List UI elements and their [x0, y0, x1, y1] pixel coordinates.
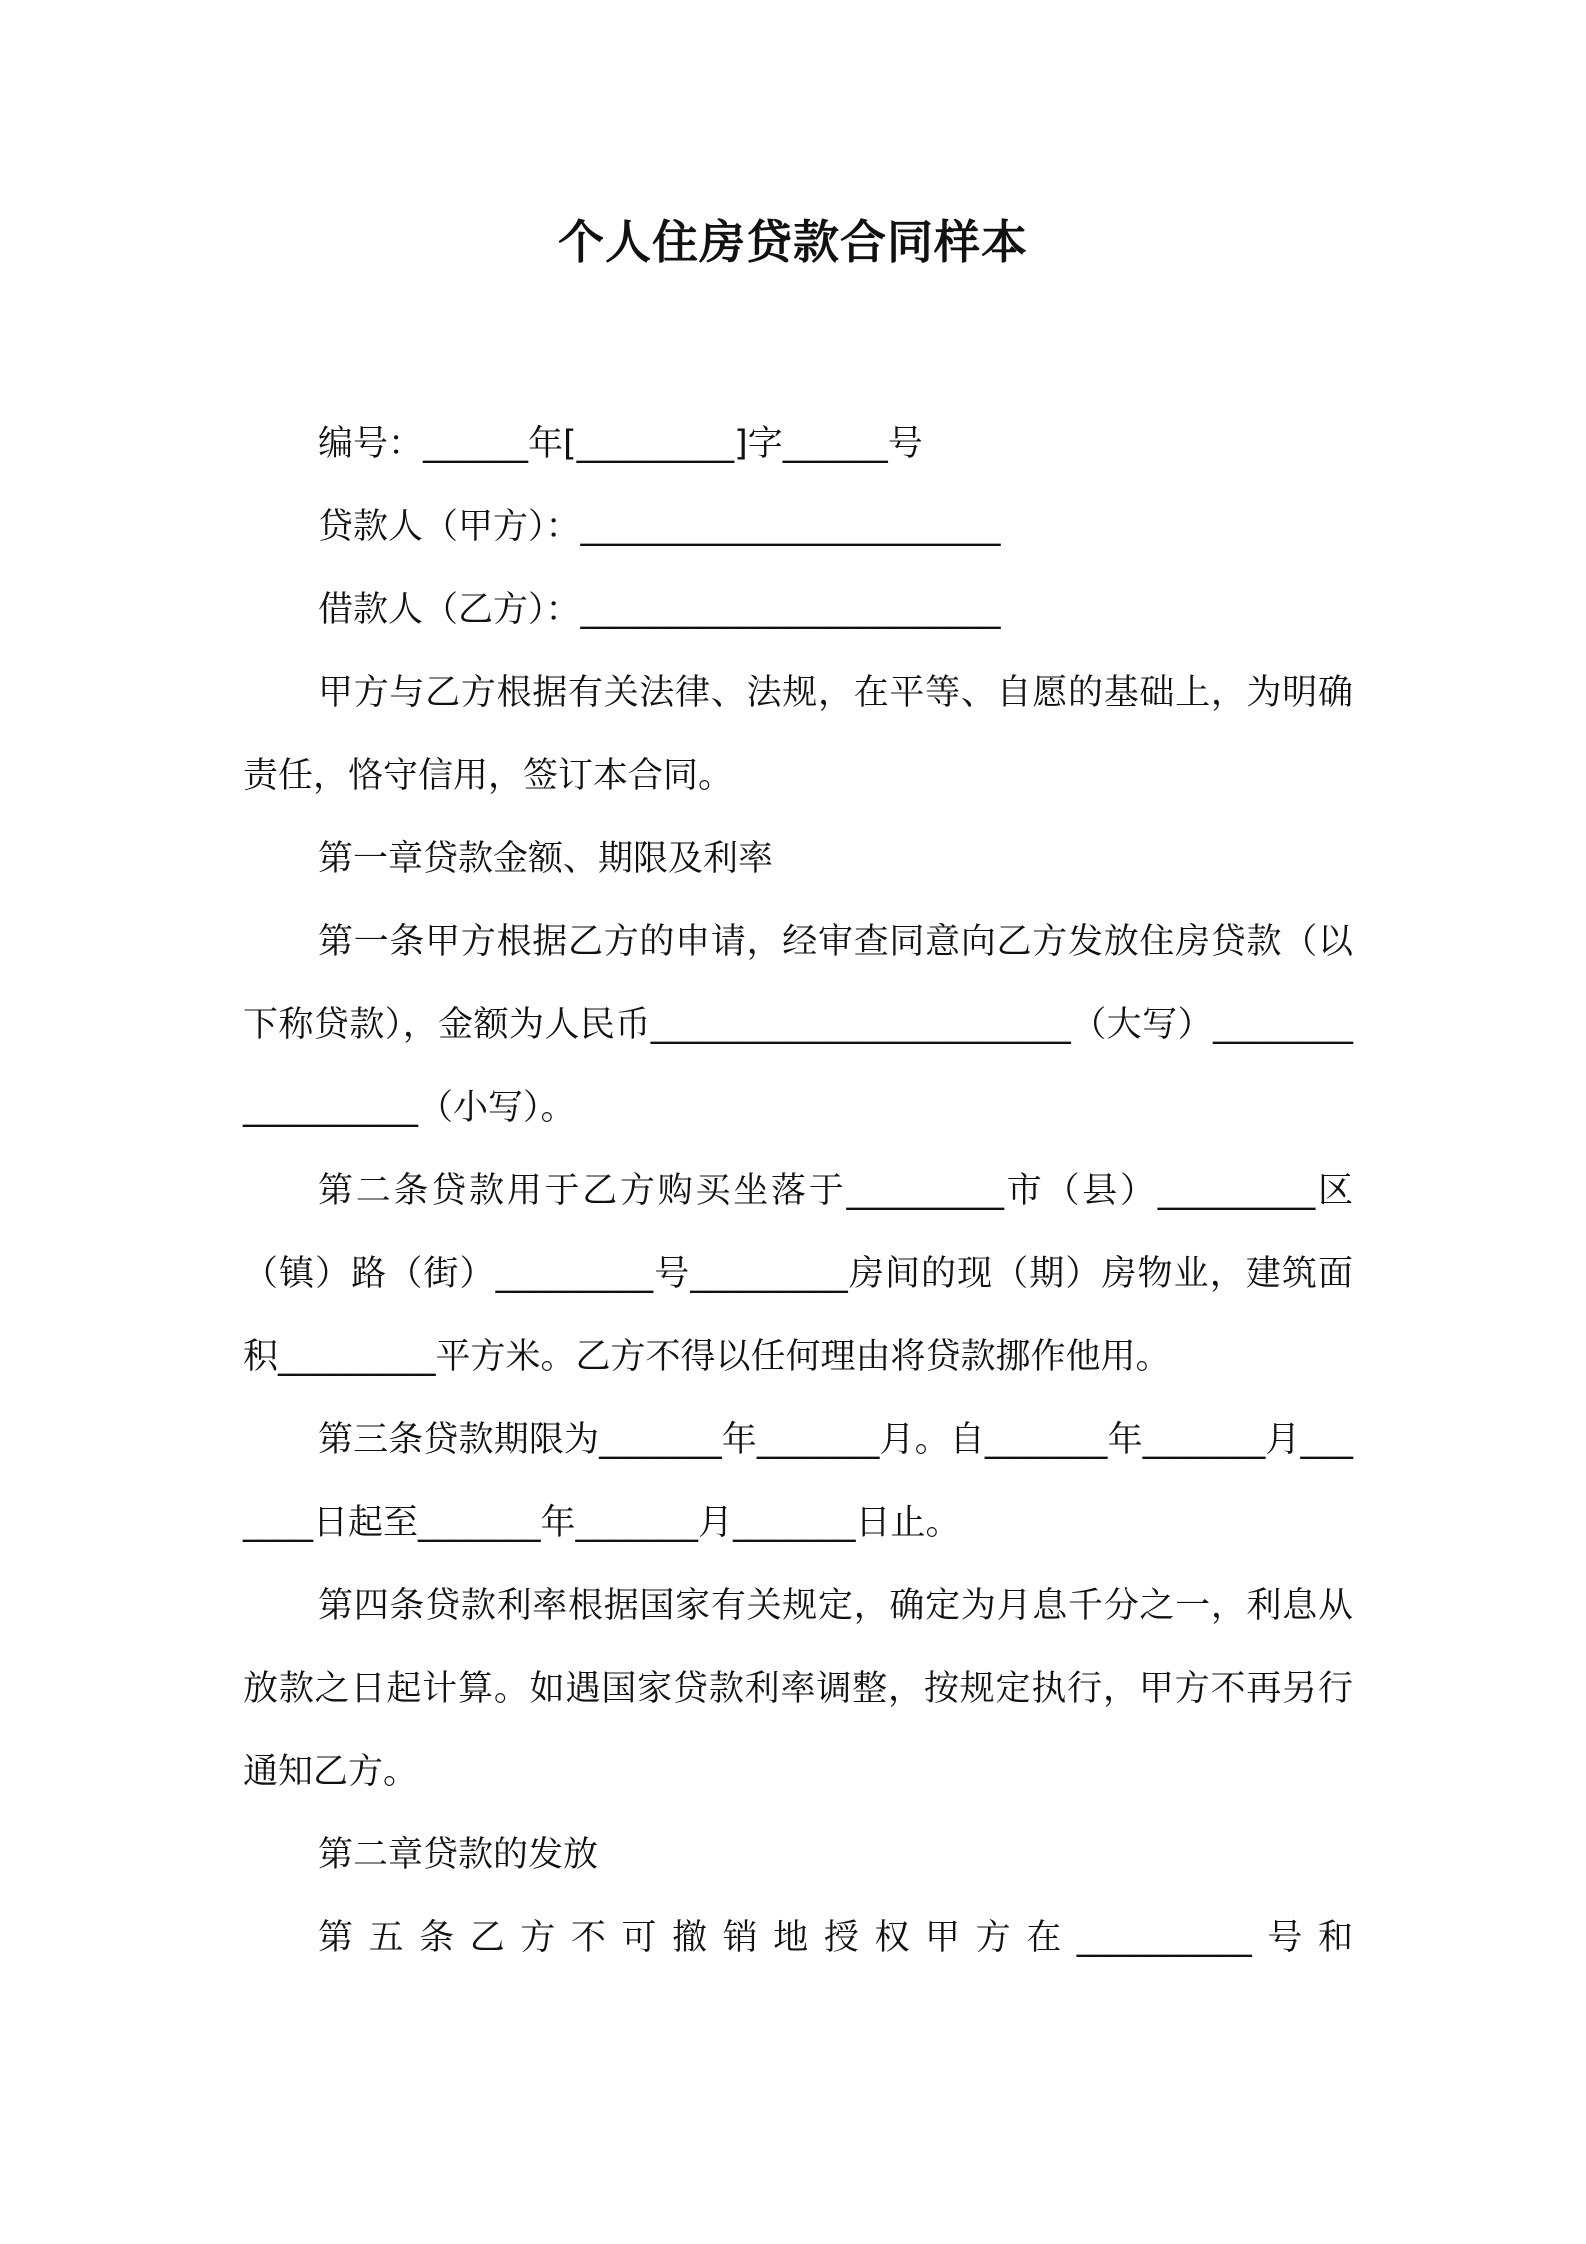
preamble-paragraph: 甲方与乙方根据有关法律、法规，在平等、自愿的基础上，为明确责任，恪守信用，签订本合同。: [243, 673, 1353, 796]
contract-number-line: 编号：______年[_________]字______号: [318, 424, 923, 464]
article-1-paragraph: 第一条甲方根据乙方的申请，经审查同意向乙方发放住房贷款（以下称贷款），金额为人民币________________________（大写）__________________（小写）。: [243, 922, 1353, 1128]
chapter-1-heading: 第一章贷款金额、期限及利率: [318, 839, 774, 879]
borrower-line: 借款人（乙方）：________________________: [318, 590, 1001, 630]
article-2-paragraph: 第二条贷款用于乙方购买坐落于_________市（县）_________区（镇）路（街）_________号_________房间的现（期）房物业，建筑面积_________平方米。乙方不得以任何理由将贷款挪作他用。: [243, 1171, 1353, 1377]
article-3-paragraph: 第三条贷款期限为_______年_______月。自_______年_______月_______日起至_______年_______月_______日止。: [243, 1420, 1353, 1543]
chapter-2-heading: 第二章贷款的发放: [318, 1835, 599, 1875]
document-title: 个人住房贷款合同样本: [558, 215, 1028, 269]
document-body: [243, 403, 1353, 1980]
article-4-paragraph: 第四条贷款利率根据国家有关规定，确定为月息千分之一，利息从放款之日起计算。如遇国家贷款利率调整，按规定执行，甲方不再另行通知乙方。: [243, 1586, 1353, 1792]
lender-line: 贷款人（甲方）：________________________: [318, 507, 1001, 547]
article-5-paragraph: 第五条乙方不可撤销地授权甲方在__________号和: [318, 1918, 1353, 1958]
